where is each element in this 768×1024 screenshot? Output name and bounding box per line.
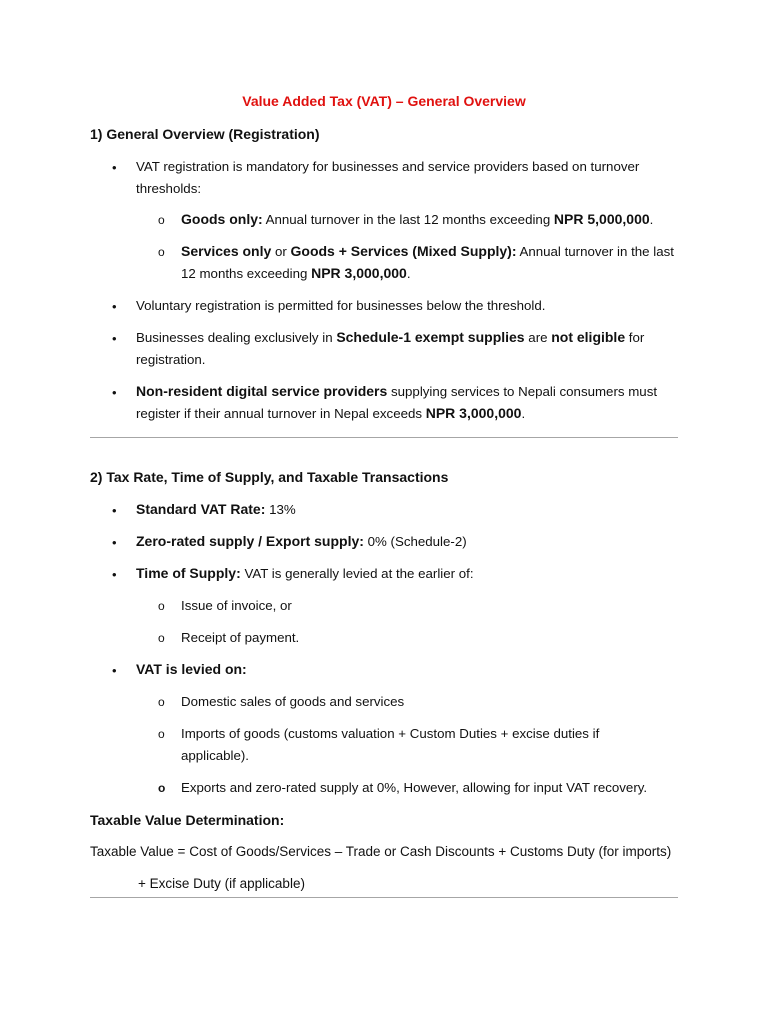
bullet-marker: •: [112, 160, 117, 175]
registration-mandatory-text: VAT registration is mandatory for businesses and service providers based on turnover thresholds:: [136, 159, 640, 196]
zero-rated-text: Zero-rated supply / Export supply: 0% (Schedule-2): [136, 533, 467, 549]
taxable-value-formula: Taxable Value = Cost of Goods/Services – Trade or Cash Discounts + Customs Duty (for imports): [90, 844, 672, 859]
levied-item-exports: Exports and zero-rated supply at 0%, However, allowing for input VAT recovery.: [181, 780, 648, 795]
goods-only-threshold: Goods only: Annual turnover in the last 12 months exceeding NPR 5,000,000.: [181, 211, 654, 227]
sub-bullet-marker: o: [158, 599, 165, 613]
bullet-marker: •: [112, 385, 117, 400]
taxable-value-formula-continued: + Excise Duty (if applicable): [138, 876, 305, 891]
sub-bullet-marker: o: [158, 695, 165, 709]
sub-bullet-marker: o: [158, 781, 166, 795]
voluntary-registration-text: Voluntary registration is permitted for businesses below the threshold.: [136, 298, 546, 313]
bullet-marker: •: [112, 567, 117, 582]
section-1-heading: 1) General Overview (Registration): [90, 126, 320, 142]
section-2-heading: 2) Tax Rate, Time of Supply, and Taxable Transactions: [90, 469, 449, 485]
sub-bullet-marker: o: [158, 727, 165, 741]
time-item-payment: Receipt of payment.: [181, 630, 300, 645]
services-threshold: Services only or Goods + Services (Mixed Supply): Annual turnover in the last 12 months exceeding NPR 3,000,000.: [181, 243, 674, 281]
sub-bullet-marker: o: [158, 213, 165, 227]
bullet-marker: •: [112, 503, 117, 518]
bullet-marker: •: [112, 663, 117, 678]
time-item-invoice: Issue of invoice, or: [181, 598, 292, 613]
sub-bullet-marker: o: [158, 245, 165, 259]
bullet-marker: •: [112, 331, 117, 346]
exempt-supplies-text: Businesses dealing exclusively in Schedule-1 exempt supplies are not eligible for registration.: [136, 329, 645, 367]
section-divider: [90, 897, 678, 898]
non-resident-provider-text: Non-resident digital service providers supplying services to Nepali consumers must register if their annual turnover in Nepal exceeds NPR 3,000,000.: [136, 383, 658, 421]
bullet-marker: •: [112, 535, 117, 550]
levied-item-imports: Imports of goods (customs valuation + Custom Duties + excise duties if applicable).: [181, 726, 600, 763]
levied-item-domestic: Domestic sales of goods and services: [181, 694, 405, 709]
taxable-value-heading: Taxable Value Determination:: [90, 812, 285, 828]
vat-levied-on-heading: VAT is levied on:: [136, 661, 247, 677]
time-of-supply-text: Time of Supply: VAT is generally levied at the earlier of:: [136, 565, 474, 581]
section-divider: [90, 437, 678, 438]
sub-bullet-marker: o: [158, 631, 165, 645]
bullet-marker: •: [112, 299, 117, 314]
standard-rate-text: Standard VAT Rate: 13%: [136, 501, 296, 517]
document-title: Value Added Tax (VAT) – General Overview: [242, 93, 526, 109]
